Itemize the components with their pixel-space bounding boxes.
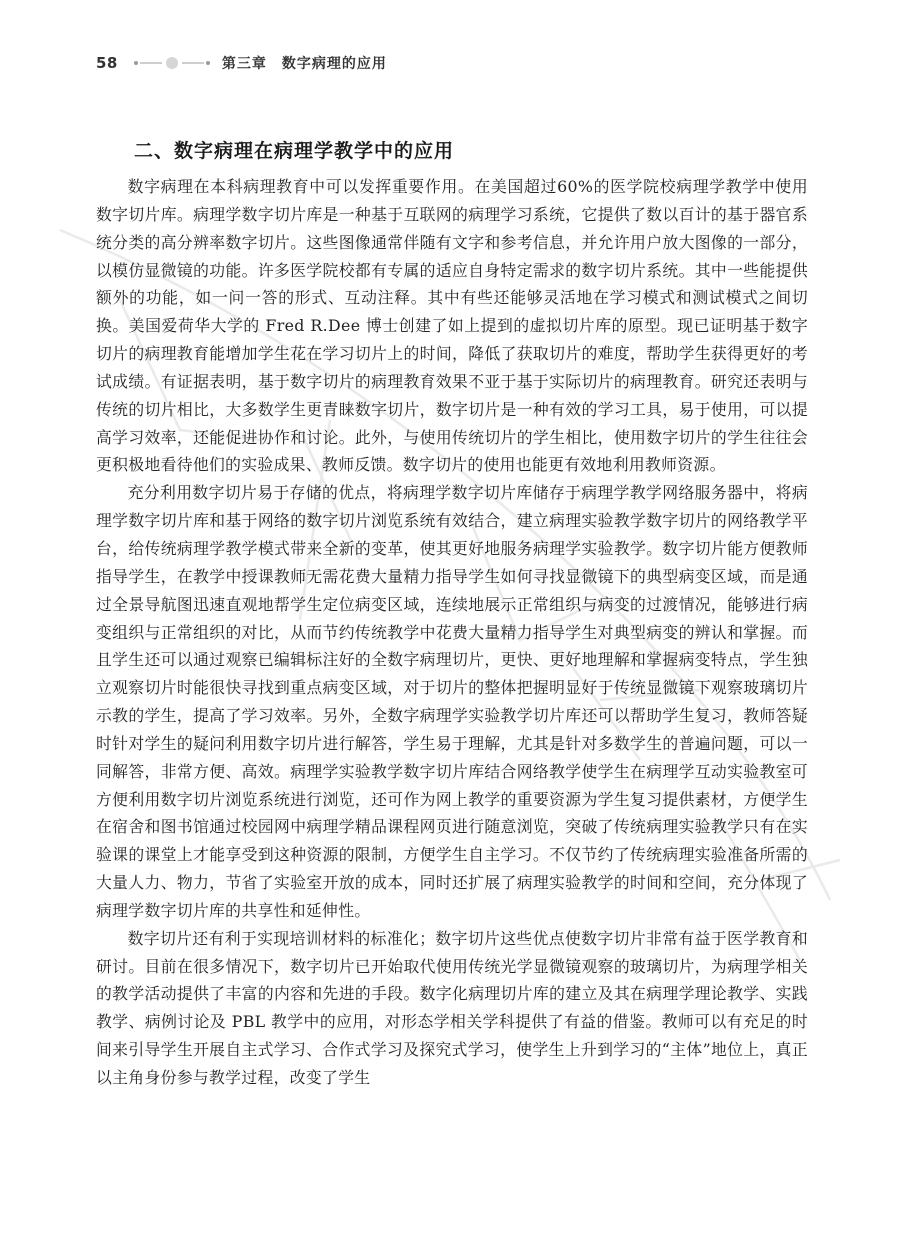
chapter-title: 第三章 数字病理的应用 <box>221 56 387 72</box>
page-number: 58 <box>96 54 118 72</box>
paragraph-1: 数字病理在本科病理教育中可以发挥重要作用。在美国超过60%的医学院校病理学教学中使用数字切片库。病理学数字切片库是一种基于互联网的病理学习系统，它提供了数以百计的基于器官系统分类的高分辨率数字切片。这些图像通常伴随有文字和参考信息，并允许用户放大图像的一部分，以模仿显微镜的功能。许多医学院校都有专属的适应自身特定需求的数字切片系统。其中一些能提供额外的功能，如一问一答的形式、互动注释。其中有些还能够灵活地在学习模式和测试模式之间切换。美国爱荷华大学的 Fred R.Dee 博士创建了如上提到的虚拟切片库的原型。现已证明基于数字切片的病理教育能增加学生花在学习切片上的时间，降低了获取切片的难度，帮助学生获得更好的考试成绩。有证据表明，基于数字切片的病理教育效果不亚于基于实际切片的病理教育。研究还表明与传统的切片相比，大多数学生更青睐数字切片，数字切片是一种有效的学习工具，易于使用，可以提高学习效率，还能促进协作和讨论。此外，与使用传统切片的学生相比，使用数字切片的学生往往会更积极地看待他们的实验成果、教师反馈。数字切片的使用也能更有效地利用教师资源。 <box>96 177 808 475</box>
body-text <box>96 173 808 1092</box>
header-ornament-icon <box>132 56 212 70</box>
paragraph-3: 数字切片还有利于实现培训材料的标准化；数字切片这些优点使数字切片非常有益于医学教育和研讨。目前在很多情况下，数字切片已开始取代使用传统光学显微镜观察的玻璃切片，为病理学相关的教学活动提供了丰富的内容和先进的手段。数字化病理切片库的建立及其在病理学理论教学、实践教学、病例讨论及 PBL 教学中的应用，对形态学相关学科提供了有益的借鉴。教师可以有充足的时间来引导学生开展自主式学习、合作式学习及探究式学习，使学生上升到学习的“主体”地位上，真正以主角身份参与教学过程，改变了学生 <box>96 928 808 1087</box>
section-heading: 二、数字病理在病理学教学中的应用 <box>134 140 455 162</box>
paragraph-2: 充分利用数字切片易于存储的优点，将病理学数字切片库储存于病理学教学网络服务器中，将病理学数字切片库和基于网络的数字切片浏览系统有效结合，建立病理实验教学数字切片的网络教学平台，给传统病理学教学模式带来全新的变革，使其更好地服务病理学实验教学。数字切片能方便教师指导学生，在教学中授课教师无需花费大量精力指导学生如何寻找显微镜下的典型病变区域，而是通过全景导航图迅速直观地帮学生定位病变区域，连续地展示正常组织与病变的过渡情况，能够进行病变组织与正常组织的对比，从而节约传统教学中花费大量精力指导学生对典型病变的辨认和掌握。而且学生还可以通过观察已编辑标注好的全数字病理切片，更快、更好地理解和掌握病变特点，学生独立观察切片时能很快寻找到重点病变区域，对于切片的整体把握明显好于传统显微镜下观察玻璃切片示教的学生，提高了学习效率。另外，全数字病理学实验教学切片库还可以帮助学生复习，教师答疑时针对学生的疑问利用数字切片进行解答，学生易于理解，尤其是针对多数学生的普遍问题，可以一同解答，非常方便、高效。病理学实验教学数字切片库结合网络教学使学生在病理学互动实验教室可方便利用数字切片浏览系统进行浏览，还可作为网上教学的重要资源为学生复习提供素材，方便学生在宿舍和图书馆通过校园网中病理学精品课程网页进行随意浏览，突破了传统病理实验教学只有在实验课的课堂上才能享受到这种资源的限制，方便学生自主学习。不仅节约了传统病理实验准备所需的大量人力、物力，节省了实验室开放的成本，同时还扩展了病理实验教学的时间和空间，充分体现了病理学数字切片库的共享性和延伸性。 <box>96 483 808 920</box>
page-header <box>96 52 387 74</box>
